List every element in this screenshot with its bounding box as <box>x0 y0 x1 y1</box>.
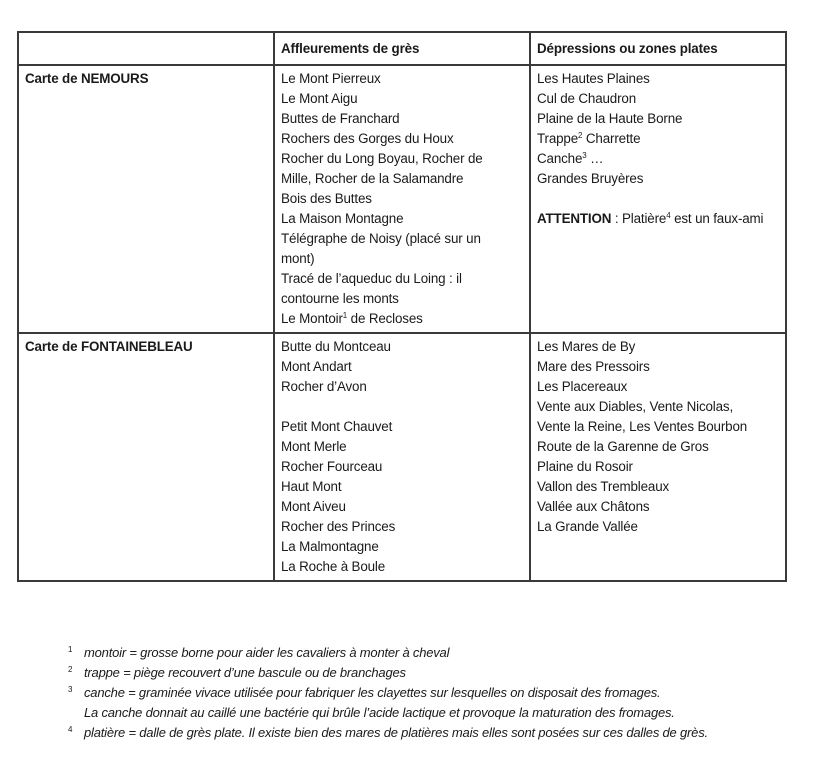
blank-line <box>281 397 523 417</box>
list-item-text: Charrette <box>582 131 641 146</box>
list-item <box>281 309 523 329</box>
footnote-number: 3 <box>68 685 73 694</box>
list-item <box>537 129 779 149</box>
footnote-text: montoir = grosse borne pour aider les cavaliers à monter à cheval <box>84 645 450 660</box>
list-item: Mont Aiveu <box>281 499 346 514</box>
attention-text: : Platière <box>611 211 667 226</box>
list-item: Buttes de Franchard <box>281 111 400 126</box>
fontainebleau-affleurements-cell <box>274 333 530 581</box>
place-names-table <box>17 31 787 582</box>
list-item: Les Hautes Plaines <box>537 71 650 86</box>
list-item-text: Canche <box>537 151 583 166</box>
table-row-fontainebleau <box>18 333 786 581</box>
attention-text: est un faux-ami <box>670 211 764 226</box>
list-item: Mont Merle <box>281 439 347 454</box>
footnote-1 <box>68 643 798 663</box>
list-item: Mille, Rocher de la Salamandre <box>281 171 464 186</box>
list-item: Mare des Pressoirs <box>537 359 650 374</box>
footnote-text: trappe = piège recouvert d’une bascule ou de branchages <box>84 665 406 680</box>
list-item: Le Mont Pierreux <box>281 71 381 86</box>
list-item: contourne les monts <box>281 291 399 306</box>
list-item: Rocher d’Avon <box>281 379 367 394</box>
footnote-ref: 2 <box>578 131 583 140</box>
table-header-row <box>18 32 786 65</box>
list-item: Télégraphe de Noisy (placé sur un <box>281 231 481 246</box>
list-item: Haut Mont <box>281 479 342 494</box>
list-item: Rocher des Princes <box>281 519 396 534</box>
nemours-depressions-cell <box>530 65 786 333</box>
list-item: Le Mont Aigu <box>281 91 358 106</box>
footnote-number: 2 <box>68 665 73 674</box>
list-item: Route de la Garenne de Gros <box>537 439 709 454</box>
footnotes <box>68 643 798 743</box>
list-item: Vente la Reine, Les Ventes Bourbon <box>537 419 748 434</box>
fontainebleau-depressions-cell <box>530 333 786 581</box>
list-item: Vente aux Diables, Vente Nicolas, <box>537 399 734 414</box>
footnote-4 <box>68 723 798 743</box>
footnote-text-continued: La canche donnait au caillé une bactérie qui brûle l’acide lactique et provoque la maturation des fromages. <box>84 705 675 720</box>
list-item <box>537 149 779 169</box>
footnote-ref: 3 <box>582 151 587 160</box>
attention-note <box>537 209 779 229</box>
list-item-text: … <box>586 151 604 166</box>
header-empty-cell <box>18 32 274 65</box>
list-item: Les Placereaux <box>537 379 628 394</box>
list-item: Grandes Bruyères <box>537 171 644 186</box>
header-affleurements: Affleurements de grès <box>274 32 530 65</box>
list-item: Plaine de la Haute Borne <box>537 111 683 126</box>
row-label-fontainebleau: Carte de FONTAINEBLEAU <box>18 333 274 581</box>
list-item: Petit Mont Chauvet <box>281 419 393 434</box>
footnote-text: canche = graminée vivace utilisée pour fabriquer les clayettes sur lesquelles on disposait des fromages. <box>84 685 661 700</box>
footnote-2 <box>68 663 798 683</box>
blank-line <box>537 189 779 209</box>
footnote-3 <box>68 683 798 723</box>
list-item: Butte du Montceau <box>281 339 391 354</box>
list-item: Les Mares de By <box>537 339 636 354</box>
footnote-number: 1 <box>68 645 73 654</box>
list-item: Tracé de l’aqueduc du Loing : il <box>281 271 462 286</box>
header-depressions: Dépressions ou zones plates <box>530 32 786 65</box>
list-item: La Roche à Boule <box>281 559 386 574</box>
table-row-nemours <box>18 65 786 333</box>
list-item: Bois des Buttes <box>281 191 372 206</box>
footnote-ref: 4 <box>666 211 671 220</box>
list-item: Rocher du Long Boyau, Rocher de <box>281 151 483 166</box>
list-item: Plaine du Rosoir <box>537 459 633 474</box>
list-item-text: Le Montoir <box>281 311 343 326</box>
list-item: La Maison Montagne <box>281 211 404 226</box>
footnote-ref: 1 <box>342 311 348 320</box>
nemours-affleurements-cell <box>274 65 530 333</box>
footnote-number: 4 <box>68 725 73 734</box>
list-item-text: de Recloses <box>347 311 423 326</box>
list-item: mont) <box>281 251 315 266</box>
footnote-text: platière = dalle de grès plate. Il existe bien des mares de platières mais elles sont posées sur ces dalles de grès. <box>84 725 708 740</box>
list-item: Vallon des Trembleaux <box>537 479 670 494</box>
list-item: Rochers des Gorges du Houx <box>281 131 454 146</box>
list-item-text: Trappe <box>537 131 579 146</box>
list-item: La Grande Vallée <box>537 519 638 534</box>
list-item: La Malmontagne <box>281 539 379 554</box>
attention-label: ATTENTION <box>537 211 612 226</box>
list-item: Vallée aux Châtons <box>537 499 650 514</box>
list-item: Cul de Chaudron <box>537 91 636 106</box>
row-label-nemours: Carte de NEMOURS <box>18 65 274 333</box>
list-item: Rocher Fourceau <box>281 459 383 474</box>
list-item: Mont Andart <box>281 359 352 374</box>
